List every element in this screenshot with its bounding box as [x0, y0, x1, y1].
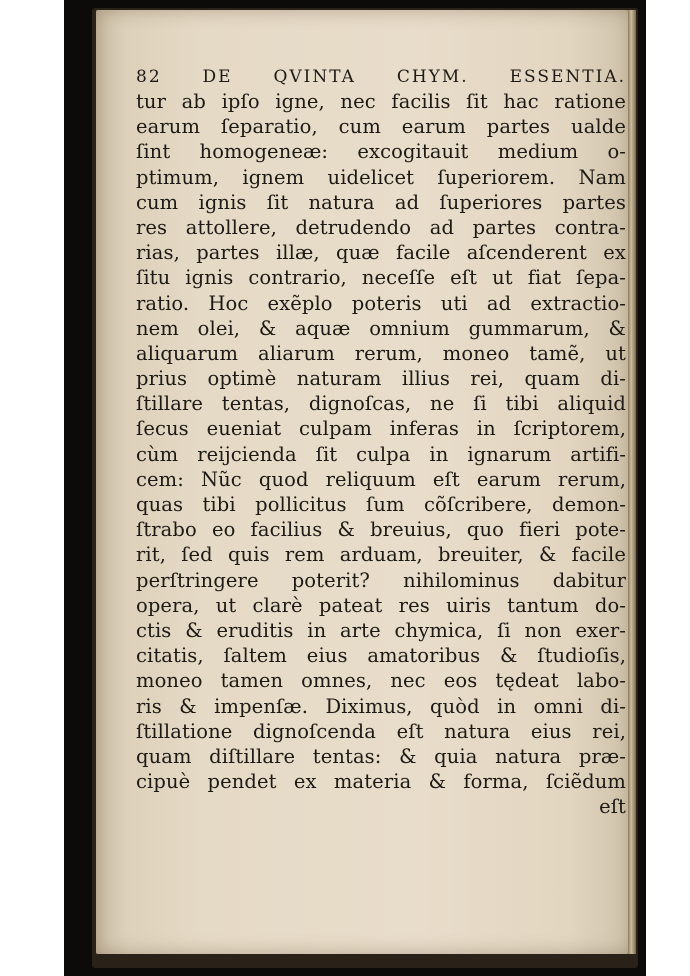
page-edge-stack [628, 10, 636, 954]
text-line: cem: Nũc quod reliquum eſt earum rerum, [136, 467, 626, 491]
running-head-title: DE QVINTA CHYM. ESSENTIA. [202, 67, 627, 87]
text-line: prius optimè naturam illius rei, quam di- [136, 367, 626, 391]
text-line: ſitu ignis contrario, neceſſe eſt ut fiat ſepa- [136, 266, 626, 290]
text-line: eſt [599, 795, 626, 819]
text-line: aliquarum aliarum rerum, moneo tamẽ, ut [136, 341, 626, 365]
text-line: citatis, ſaltem eius amatoribus & ſtudioſis, [136, 644, 626, 668]
text-line: ris & impenſæ. Diximus, quòd in omni di- [136, 694, 626, 718]
text-line: ctis & eruditis in arte chymica, ſi non exer- [136, 618, 626, 642]
text-line: cum ignis ſit natura ad ſuperiores partes [136, 190, 626, 214]
text-line: earum ſeparatio, cum earum partes ualde [136, 115, 626, 139]
text-line: ratio. Hoc exẽplo poteris uti ad extractio- [136, 291, 626, 315]
text-line: ſtillatione dignoſcenda eſt natura eius rei, [136, 719, 626, 743]
text-line: ſtrabo eo facilius & breuius, quo fieri pote- [136, 518, 626, 542]
text-line: ſtillare tentas, dignoſcas, ne ſi tibi aliquid [136, 392, 626, 416]
text-line: moneo tamen omnes, nec eos tędeat labo- [136, 669, 626, 693]
text-line: perſtringere poterit? nihilominus dabitur [136, 568, 626, 592]
page-text [136, 65, 626, 819]
folio-number: 82 [136, 67, 162, 87]
text-line: ſecus eueniat culpam inferas in ſcriptorem, [136, 417, 626, 441]
text-line: ptimum, ignem uidelicet ſuperiorem. Nam [136, 165, 626, 189]
text-line: quas tibi pollicitus ſum cõſcribere, demon- [136, 493, 626, 516]
text-line: nem olei, & aquæ omnium gummarum, & [136, 316, 626, 340]
text-line: res attollere, detrudendo ad partes contra- [136, 215, 626, 239]
text-line: cùm reijcienda ſit culpa in ignarum artifi- [136, 442, 626, 466]
running-head [136, 65, 626, 89]
text-line: quam diſtillare tentas: & quia natura præ- [136, 744, 626, 768]
text-line: opera, ut clarè pateat res uiris tantum do- [136, 593, 626, 617]
text-line: cipuè pendet ex materia & forma, ſciẽdum [136, 770, 626, 794]
text-line: tur ab ipſo igne, nec facilis ſit hac ratione [136, 90, 626, 113]
text-line: rias, partes illæ, quæ facile aſcenderent ex [136, 241, 626, 265]
text-line: rit, ſed quis rem arduam, breuiter, & facile [136, 543, 626, 567]
text-line: ſint homogeneæ: excogitauit medium o- [136, 140, 626, 164]
body-text [136, 89, 626, 819]
